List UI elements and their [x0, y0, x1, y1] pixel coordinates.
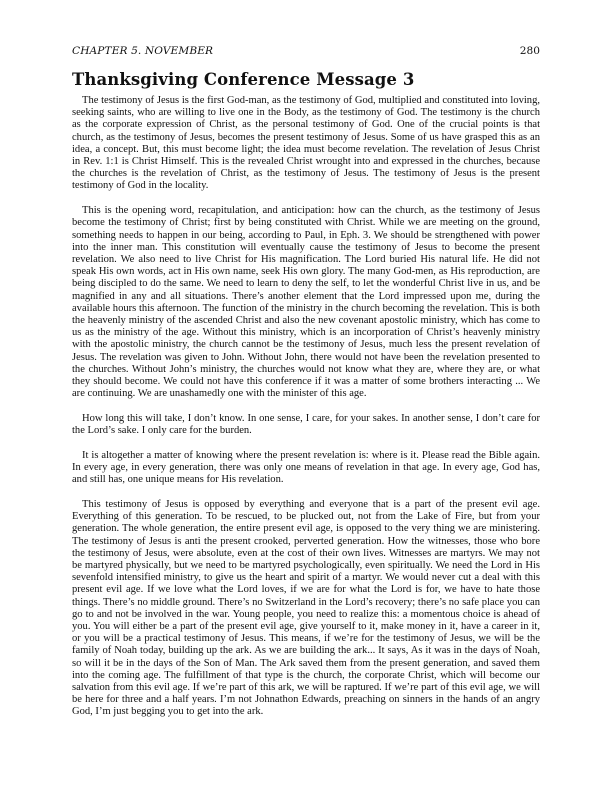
paragraph: This is the opening word, recapitulation, and anticipation: how can the church, as the testimony of Jesus become the testimony of Christ; first by being constituted with Christ. While we are meeting on the ground, something needs to happen in our being, according to Paul, in Eph. 3. We should be strengthened with power into the inner man. This constitution will eventually cause the testimony of Jesus to become the present revelation. We also need to live Christ for His magnification. The Lord buried His natural life. He did not speak His own words, act in His own name, seek His own glory. The many God-men, as His reproduction, are being discipled to do the same. We need to learn to deny the self, to let the wonderful Christ live in us, and be magnified in any and all situations. There’s another element that the Lord impressed upon me, during the available hours this afternoon. The function of the ministry in the church becoming the revelation. This is both the heavenly ministry of the ascended Christ and also the new covenant apostolic ministry, which has come to us as the ministry of the age. Without this ministry, which is an incorporation of Christ’s heavenly ministry with the apostolic ministry, the church cannot be the testimony of Jesus, much less the present revelation of Jesus. The revelation was given to John. Without John, there would not have been the revelation presented to the churches. Without John’s ministry, the churches would not know what they are, where they are, or what they should become. We could not have this conference if it was a matter of some brothers interacting ... We are continuing. We are unashamedly one with the minister of this age.	[72, 205, 540, 400]
paragraph: This testimony of Jesus is opposed by everything and everyone that is a part of the present evil age. Everything of this generation. To be rescued, to be plucked out, not from the Lake of Fire, but from your generation. The whole generation, the entire present evil age, is opposed to the very thing we are ministering. The testimony of Jesus is anti the present crooked, perverted generation. How the witnesses, those who bore the testimony of Jesus, were absolute, even at the cost of their own lives. Witnesses are martyrs. We may not be martyred physically, but we need to be martyred psychologically, even spiritually. We need the Lord in His sevenfold intensified ministry, to give us the heart and spirit of a martyr. We would never cut a deal with this present evil age. If we love what the Lord loves, if we are for what the Lord is for, we have to hate those things. There’s no middle ground. There’s no Switzerland in the Lord’s recovery; there’s no safe place you can go to and not be involved in the war. Young people, you need to realize this: a momentous choice is ahead of you. You will either be a part of the present evil age, give yourself to it, make money in it, have a career in it, or you will be a practical testimony of Jesus. This means, if we’re for the testimony of Jesus, we will be the family of Noah today, building up the ark. As we are building the ark... It says, As it was in the days of Noah, so will it be in the days of the Son of Man. The Ark saved them from the present generation, and saved them into the coming age. The fulfillment of that type is the church, the corporate Christ, which will become our salvation from this evil age. If we’re part of this ark, we will be raptured. If we’re part of this evil age, we will be here for three and a half years. I’m not Johnathon Edwards, preaching on sinners in the hands of an angry God, I’m just begging you to get into the ark.	[72, 498, 540, 718]
section-title: Thanksgiving Conference Message 3	[72, 70, 415, 89]
paragraph: It is altogether a matter of knowing where the present revelation is: where is it. Please read the Bible again. In every age, in every generation, there was only one means of revelation in that age. In every age, God has, and still has, one unique means for His revelation.	[72, 449, 540, 486]
chapter-heading: CHAPTER 5. NOVEMBER	[72, 45, 214, 57]
paragraph: The testimony of Jesus is the first God-man, as the testimony of God, multiplied and constituted into loving, seeking saints, who are willing to live one in the Body, as the testimony of God. The testimony is the church as the corporate expression of Christ, as the personal testimony of God. One of the crucial points is that church, as the testimony of Jesus, becomes the present testimony of Jesus. Some of us have grasped this as an idea, a concept. But, this must become light; the idea must become revelation. The revelation of Jesus Christ in Rev. 1:1 is Christ Himself. This is the revealed Christ wrought into and expressed in the churches, because the churches is the revelation of Christ, as the testimony of Jesus. The testimony of Jesus is the present testimony of God in the locality.	[72, 95, 540, 192]
page-number: 280	[519, 45, 540, 57]
body-text	[72, 95, 540, 731]
paragraph: How long this will take, I don’t know. In one sense, I care, for your sakes. In another sense, I don’t care for the Lord’s sake. I only care for the burden.	[72, 412, 540, 437]
